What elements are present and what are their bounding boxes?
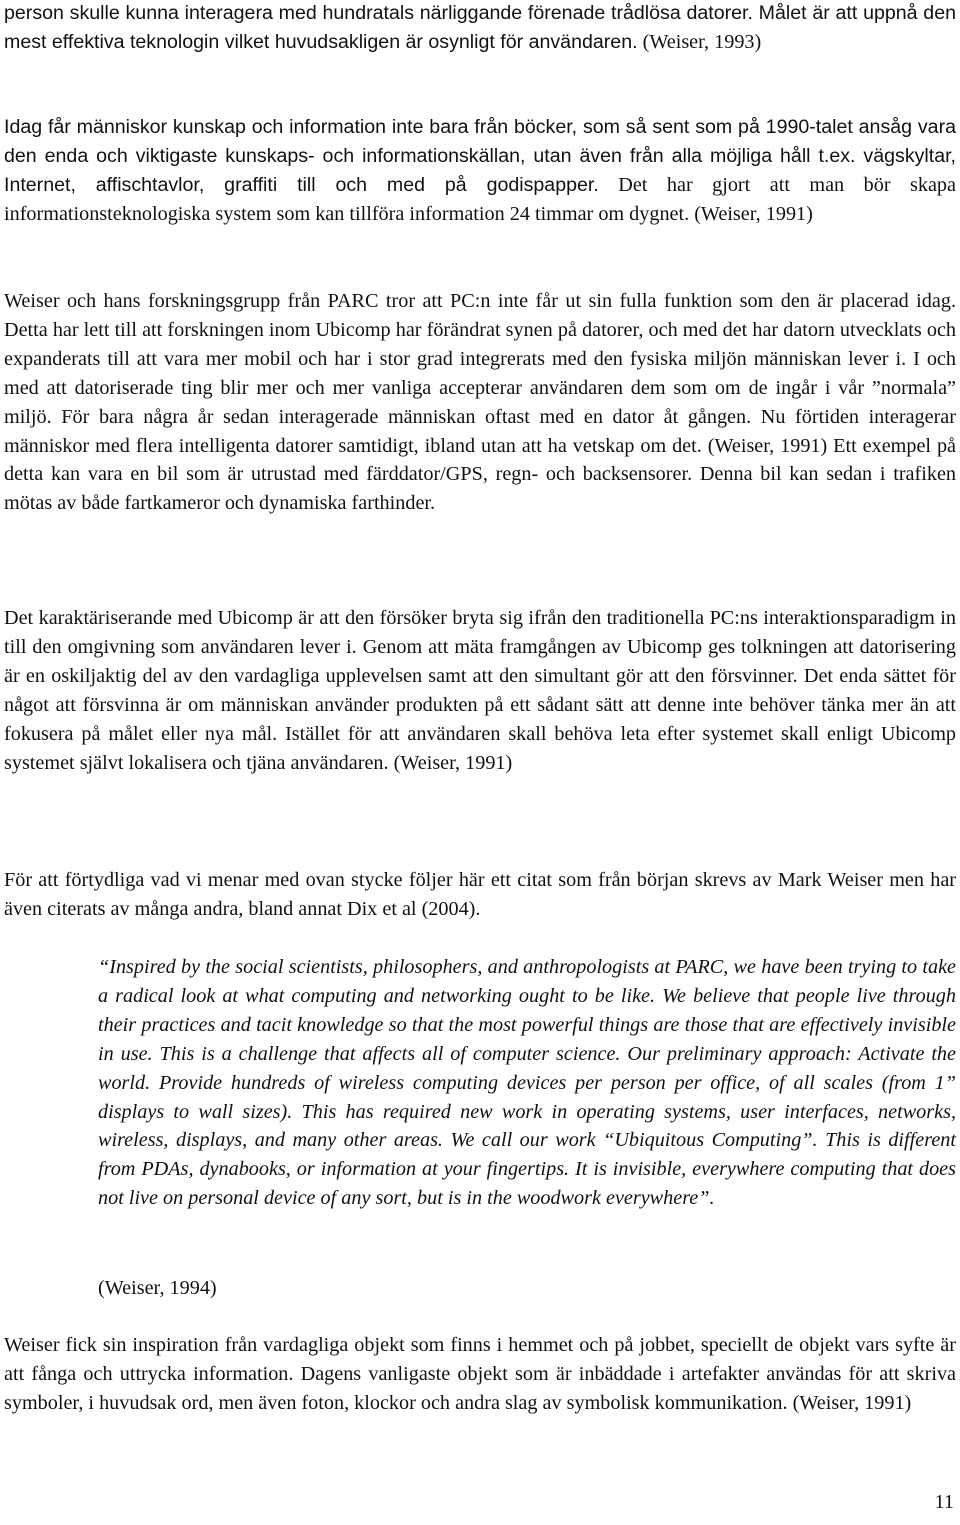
paragraph-idag-sans-text: Idag får människor kunskap och information inte bara från böcker, som så sent som på 1990-talet ansåg vara den enda och viktigaste kunskaps- och informationskällan, utan även från alla möjliga håll t.ex. vägskyltar, Internet, affischtavlor, graffiti till och med på godispapper.: [4, 116, 956, 196]
paragraph-parc: Weiser och hans forskningsgrupp från PARC tror att PC:n inte får ut sin fulla funktion som den är placerad idag. Detta har lett till att forskningen inom Ubicomp har förändrat synen på datorer, och med det har datorn utvecklats och expanderats till att vara mer mobil och har i stor grad integrerats med den fysiska miljön människan lever i. I och med att datoriserade ting blir mer och mer vanliga accepterar användaren dem som om de ingår i vår ”normala” miljö. För bara några år sedan interagerade människan oftast med en dator åt gången. Nu förtiden interagerar människor med flera intelligenta datorer samtidigt, ibland utan att ha vetskap om det. (Weiser, 1991) Ett exempel på detta kan vara en bil som är utrustad med färddator/GPS, regn- och backsensorer. Denna bil kan sedan i trafiken mötas av både fartkameror och dynamiska farthinder.: [4, 290, 956, 515]
page-number: 11: [934, 1491, 954, 1513]
block-quote-citation: (Weiser, 1994): [98, 1277, 217, 1299]
paragraph-top-text: person skulle kunna interagera med hundratals närliggande förenade trådlösa datorer. Målet är att uppnå den mest effektiva teknologin vilket huvudsakligen är osynligt för användaren.: [4, 2, 956, 53]
paragraph-objekt: Weiser fick sin inspiration från vardagliga objekt som finns i hemmet och på jobbet, speciellt de objekt vars syfte är att fånga och uttrycka information. Dagens vanligaste objekt som är inbäddade i artefakter användas för att skriva symboler, i huvudsak ord, men även foton, klockor och andra slag av symbolisk kommunikation. (Weiser, 1991): [4, 1334, 956, 1414]
paragraph-quote-intro: För att förtydliga vad vi menar med ovan stycke följer här ett citat som från början skrevs av Mark Weiser men har även citerats av många andra, bland annat Dix et al (2004).: [4, 869, 956, 920]
paragraph-karakteriserande: Det karaktäriserande med Ubicomp är att den försöker bryta sig ifrån den traditionella PC:ns interaktionsparadigm in till den omgivning som användaren lever i. Genom att mäta framgången av Ubicomp ges tolkningen att datorisering är en oskiljaktig del av den vardagliga upplevelsen samt att den simultant gör att den försvinner. Det enda sättet för något att försvinna är om människan använder produkten på ett sådant sätt att denne inte behöver tänka mer än att fokusera på målet eller nya mål. Istället för att användaren skall behöva leta efter systemet skall enligt Ubicomp systemet självt lokalisera och tjäna användaren. (Weiser, 1991): [4, 607, 956, 774]
paragraph-idag-serif-text: Det har gjort att man bör skapa informationsteknologiska system som kan tillföra information 24 timmar om dygnet. (Weiser, 1991): [4, 173, 956, 225]
paragraph-top-citation: (Weiser, 1993): [637, 30, 762, 53]
block-quote: “Inspired by the social scientists, philosophers, and anthropologists at PARC, we have been trying to take a radical look at what computing and networking ought to be like. We believe that people live through their practices and tacit knowledge so that the most powerful things are those that are effectively invisible in use. This is a challenge that affects all of computer science. Our preliminary approach: Activate the world. Provide hundreds of wireless computing devices per person per office, of all scales (from 1” displays to wall sizes). This has required new work in operating systems, user interfaces, networks, wireless, displays, and many other areas. We call our work “Ubiquitous Computing”. This is different from PDAs, dynabooks, or information at your fingertips. It is invisible, everywhere computing that does not live on personal device of any sort, but is in the woodwork everywhere”.: [98, 956, 956, 1210]
paragraph-idag: [4, 113, 956, 229]
paragraph-top: [4, 0, 956, 57]
